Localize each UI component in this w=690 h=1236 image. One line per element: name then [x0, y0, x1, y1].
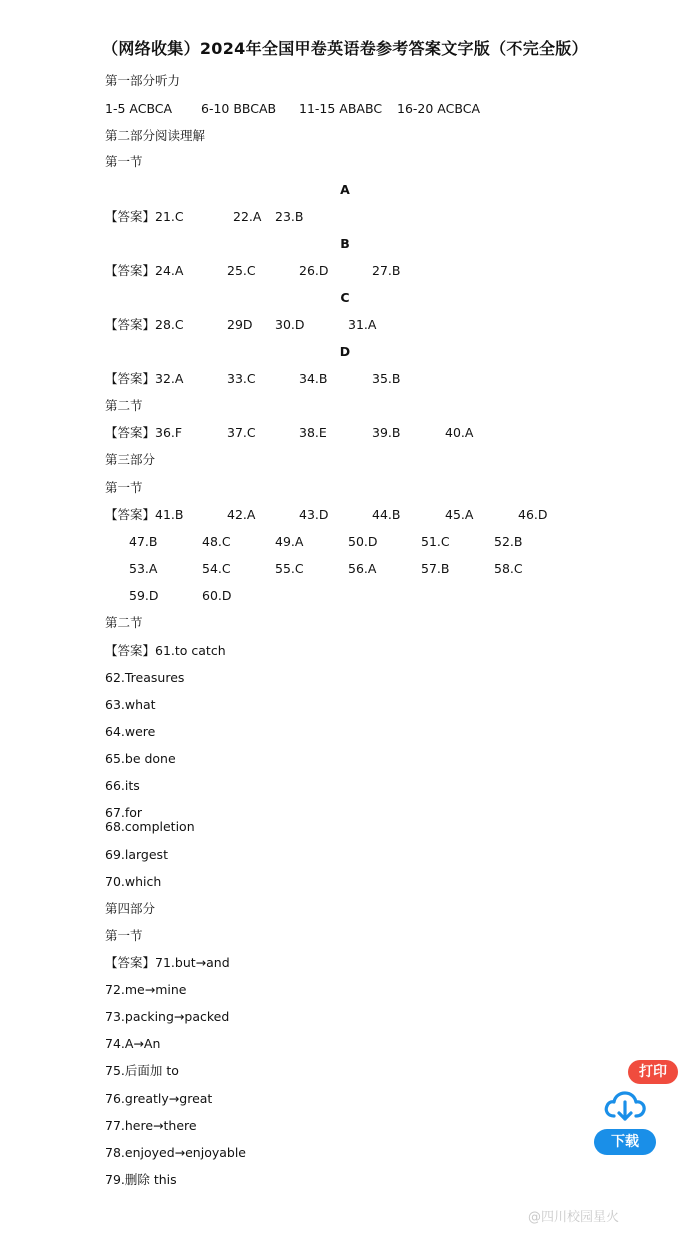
answer-item: 54.C	[202, 561, 231, 576]
fill-answer: 69.largest	[105, 847, 168, 862]
answer-item: 60.D	[202, 588, 232, 603]
answer-item: 47.B	[129, 534, 158, 549]
correction-answer: 74.A→An	[105, 1036, 161, 1051]
answer-item: 35.B	[372, 371, 401, 386]
answer-group: 1-5 ACBCA	[105, 101, 173, 116]
cloud-download-icon[interactable]	[602, 1088, 648, 1124]
fill-answer: 62.Treasures	[105, 670, 185, 685]
answer-prefix: 【答案】32.A	[105, 371, 184, 386]
part2-heading: 第二部分阅读理解	[105, 128, 206, 143]
answer-item: 49.A	[275, 534, 304, 549]
answer-item: 31.A	[348, 317, 377, 332]
answer-item: 33.C	[227, 371, 256, 386]
section-heading: 第二节	[105, 615, 143, 630]
answer-item: 23.B	[275, 209, 304, 224]
watermark: @四川校园星火	[528, 1210, 620, 1225]
correction-answer: 79.删除 this	[105, 1172, 177, 1187]
answer-item: 25.C	[227, 263, 256, 278]
answer-item: 52.B	[494, 534, 523, 549]
answer-group: 6-10 BBCAB	[201, 101, 277, 116]
fill-answer: 70.which	[105, 874, 162, 889]
answer-item: 45.A	[445, 507, 474, 522]
passage-label-c: C	[340, 290, 350, 305]
answer-item: 51.C	[421, 534, 450, 549]
fill-answer: 65.be done	[105, 751, 176, 766]
answer-item: 38.E	[299, 425, 327, 440]
correction-answer: 73.packing→packed	[105, 1009, 230, 1024]
answer-prefix: 【答案】24.A	[105, 263, 184, 278]
print-button[interactable]: 打印	[628, 1060, 678, 1084]
passage-label-a: A	[340, 182, 350, 197]
answer-item: 59.D	[129, 588, 159, 603]
download-button[interactable]: 下载	[594, 1129, 656, 1155]
answer-item: 53.A	[129, 561, 158, 576]
answer-prefix: 【答案】21.C	[105, 209, 184, 224]
correction-answer: 77.here→there	[105, 1118, 197, 1133]
part3-heading: 第三部分	[105, 452, 156, 467]
answer-item: 44.B	[372, 507, 401, 522]
answer-item: 48.C	[202, 534, 231, 549]
answer-item: 27.B	[372, 263, 401, 278]
fill-answer: 68.completion	[105, 819, 195, 834]
answer-item: 22.A	[233, 209, 262, 224]
answer-item: 30.D	[275, 317, 305, 332]
section-heading: 第一节	[105, 928, 143, 943]
answer-item: 42.A	[227, 507, 256, 522]
answer-group: 16-20 ACBCA	[397, 101, 480, 116]
correction-answer: 75.后面加 to	[105, 1063, 179, 1078]
fill-answer: 67.for	[105, 805, 143, 820]
section-heading: 第二节	[105, 398, 143, 413]
correction-answer: 【答案】71.but→and	[105, 955, 230, 970]
answer-item: 58.C	[494, 561, 523, 576]
section-heading: 第一节	[105, 154, 143, 169]
correction-answer: 72.me→mine	[105, 982, 187, 997]
answer-item: 50.D	[348, 534, 378, 549]
passage-label-b: B	[340, 236, 350, 251]
answer-prefix: 【答案】28.C	[105, 317, 184, 332]
answer-item: 26.D	[299, 263, 329, 278]
answer-prefix: 【答案】36.F	[105, 425, 183, 440]
answer-item: 29D	[227, 317, 253, 332]
passage-label-d: D	[339, 344, 351, 359]
answer-group: 11-15 ABABC	[299, 101, 383, 116]
answer-item: 46.D	[518, 507, 548, 522]
answer-item: 57.B	[421, 561, 450, 576]
fill-answer: 66.its	[105, 778, 140, 793]
answer-item: 40.A	[445, 425, 474, 440]
answer-item: 55.C	[275, 561, 304, 576]
answer-item: 43.D	[299, 507, 329, 522]
answer-item: 37.C	[227, 425, 256, 440]
answer-item: 34.B	[299, 371, 328, 386]
correction-answer: 78.enjoyed→enjoyable	[105, 1145, 246, 1160]
part4-heading: 第四部分	[105, 901, 156, 916]
answer-item: 39.B	[372, 425, 401, 440]
answer-item: 56.A	[348, 561, 377, 576]
fill-answer: 63.what	[105, 697, 156, 712]
answer-prefix: 【答案】41.B	[105, 507, 184, 522]
fill-answer: 【答案】61.to catch	[105, 643, 226, 658]
fill-answer: 64.were	[105, 724, 156, 739]
section-heading: 第一节	[105, 480, 143, 495]
page-title: （网络收集）2024年全国甲卷英语卷参考答案文字版（不完全版）	[102, 39, 588, 58]
correction-answer: 76.greatly→great	[105, 1091, 213, 1106]
part1-heading: 第一部分听力	[105, 73, 181, 88]
